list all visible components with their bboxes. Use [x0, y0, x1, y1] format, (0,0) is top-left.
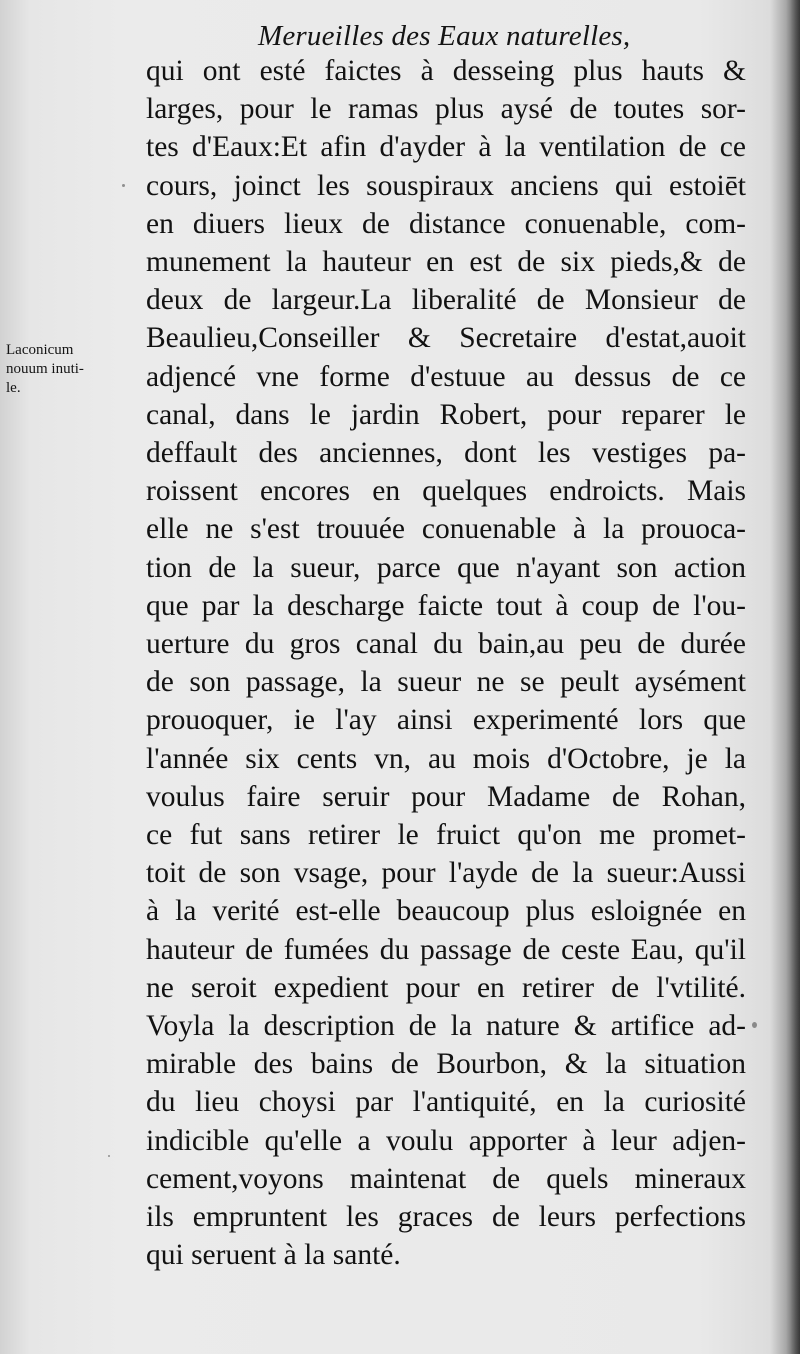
- text-line: ce fut sans retirer le fruict qu'on me promet-: [146, 819, 746, 852]
- running-head: Merueilles des Eaux naturelles,: [258, 20, 631, 52]
- text-line: deffault des anciennes, dont les vestiges pa-: [146, 437, 746, 470]
- text-line: ne seroit expedient pour en retirer de l'vtilité.: [146, 971, 746, 1004]
- text-line: uerture du gros canal du bain,au peu de durée: [146, 628, 746, 661]
- text-line: Voyla la description de la nature & artifice ad-: [146, 1010, 746, 1043]
- paper-speck: [122, 184, 125, 187]
- text-line: roissent encores en quelques endroicts. Mais: [146, 475, 746, 508]
- text-line: adjencé vne forme d'estuue au dessus de ce: [146, 360, 746, 393]
- text-line: cement,voyons maintenat de quels mineraux: [146, 1162, 746, 1195]
- paper-speck: [108, 1155, 110, 1157]
- text-line: voulus faire seruir pour Madame de Rohan,: [146, 780, 746, 813]
- text-line: que par la descharge faicte tout à coup de l'ou-: [146, 589, 746, 622]
- text-line: cours, joinct les souspiraux anciens qui estoiēt: [146, 169, 746, 202]
- text-line: tes d'Eaux:Et afin d'ayder à la ventilation de ce: [146, 131, 746, 164]
- text-line: indicible qu'elle a voulu apporter à leur adjen-: [146, 1124, 746, 1157]
- text-line: prouoquer, ie l'ay ainsi experimenté lors que: [146, 704, 746, 737]
- text-line: ils empruntent les graces de leurs perfections: [146, 1201, 746, 1234]
- text-line: munement la hauteur en est de six pieds,& de: [146, 246, 746, 279]
- paper-speck: [752, 1022, 757, 1028]
- text-line: toit de son vsage, pour l'ayde de la sueur:Aussi: [146, 857, 746, 890]
- text-line: canal, dans le jardin Robert, pour reparer le: [146, 398, 746, 431]
- marginal-note-line: le.: [6, 380, 21, 396]
- marginal-note: [6, 341, 142, 398]
- text-line: en diuers lieux de distance conuenable, com-: [146, 207, 746, 240]
- marginal-note-line: Laconicum: [6, 342, 74, 358]
- text-line: deux de largeur.La liberalité de Monsieur de: [146, 284, 746, 317]
- marginal-note-line: nouum inuti-: [6, 361, 84, 377]
- text-line: Beaulieu,Conseiller & Secretaire d'estat,auoit: [146, 322, 746, 355]
- text-line: à la verité est-elle beaucoup plus esloignée en: [146, 895, 746, 928]
- text-line: mirable des bains de Bourbon, & la situation: [146, 1048, 746, 1081]
- page-gutter-shadow: [786, 0, 800, 1354]
- text-line: de son passage, la sueur ne se peult aysément: [146, 666, 746, 699]
- text-line: larges, pour le ramas plus aysé de toutes sor-: [146, 93, 746, 126]
- text-line: qui seruent à la santé.: [146, 1239, 401, 1272]
- text-line: elle ne s'est trouuée conuenable à la prouoca-: [146, 513, 746, 546]
- text-line: qui ont esté faictes à desseing plus hauts &: [146, 55, 746, 87]
- body-text: [146, 52, 746, 1275]
- text-line: hauteur de fumées du passage de ceste Eau, qu'il: [146, 933, 746, 966]
- text-line: du lieu choysi par l'antiquité, en la curiosité: [146, 1086, 746, 1119]
- text-line: l'année six cents vn, au mois d'Octobre, je la: [146, 742, 746, 775]
- text-line: tion de la sueur, parce que n'ayant son action: [146, 551, 746, 584]
